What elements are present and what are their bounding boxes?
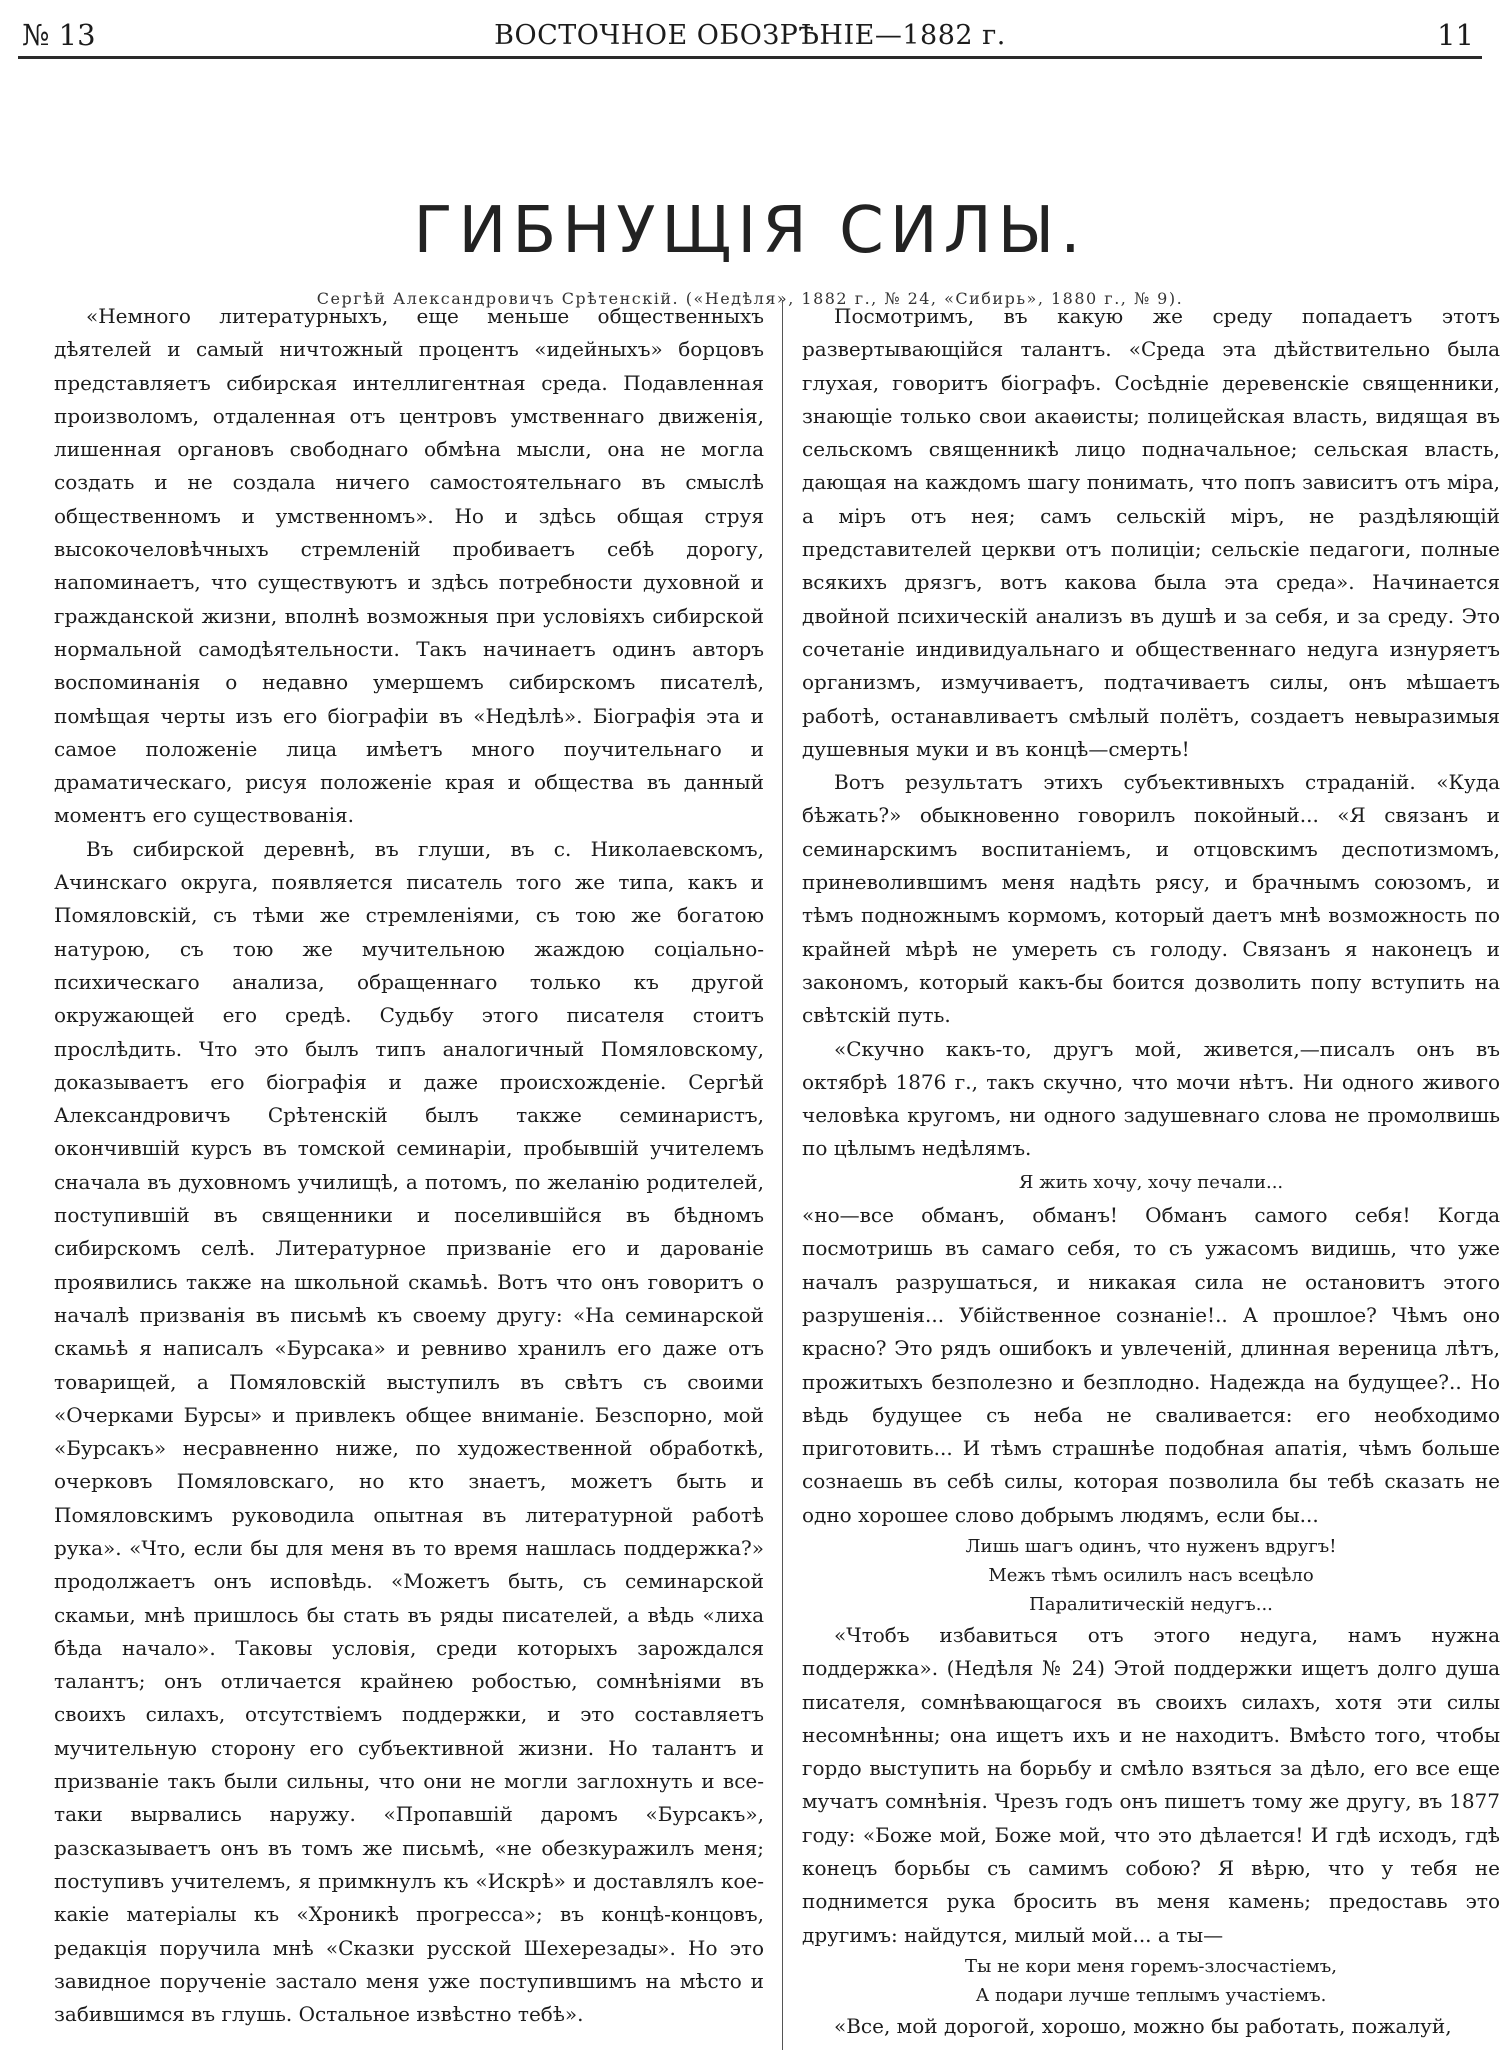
verse-line: Ты не кори меня горемъ-злосчастіемъ, <box>965 1955 1337 1977</box>
article-body <box>18 300 1500 2050</box>
article-source: Сергѣй Александровичъ Срѣтенскій. («Недѣля», 1882 г., № 24, «Сибирь», 1880 г., № 9). <box>316 289 1184 308</box>
right-paragraph-3: «Скучно какъ-то, другъ мой, живется,—писалъ онъ въ октябрѣ 1876 г., такъ скучно, что мочи нѣтъ. Ни одного живого человѣка кругомъ, ни одного задушевнаго слова не промолвишь по цѣлымъ недѣлямъ. <box>802 1036 1500 1161</box>
left-column <box>54 300 764 2050</box>
issue-number: № 13 <box>22 18 96 52</box>
verse-line: Лишь шагъ одинъ, что нуженъ вдругъ! <box>965 1535 1337 1557</box>
right-column <box>802 300 1500 2050</box>
right-paragraph-6: «Все, мой дорогой, хорошо, можно бы работать, пожалуй, <box>834 2013 1452 2038</box>
right-paragraph-1: Посмотримъ, въ какую же среду попадаетъ этотъ развертывающійся талантъ. «Среда эта дѣйствительно была глухая, говоритъ біографъ. Сосѣдніе деревенскіе священники, знающіе только свои акаѳисты; полицейская власть, видящая въ сельскомъ священникѣ лицо подначальное; сельская власть, дающая на каждомъ шагу понимать, что попъ зависитъ отъ міра, а міръ отъ нея; самъ сельскій міръ, не раздѣляющій представителей церкви отъ полиціи; сельскіе педагоги, полные всякихъ дрязгъ, вотъ какова была эта среда». Начинается двойной психическій анализъ въ душѣ и за себя, и за среду. Это сочетаніе индивидуальнаго и общественнаго недуга изнуряетъ организмъ, измучиваетъ, подтачиваетъ силы, онъ мѣшаетъ работѣ, останавливаетъ смѣлый полётъ, создаетъ невыразимыя душевныя муки и въ концѣ—смерть! <box>802 304 1500 761</box>
right-paragraph-2: Вотъ результатъ этихъ субъективныхъ страданій. «Куда бѣжать?» обыкновенно говорилъ покойный... «Я связанъ и семинарскимъ воспитаніемъ, и отцовскимъ деспотизмомъ, приневолившимъ меня надѣть рясу, и брачнымъ союзомъ, и тѣмъ подножнымъ кормомъ, который даетъ мнѣ возможность по крайней мѣрѣ не умереть съ голоду. Связанъ я наконецъ и закономъ, который какъ-бы боится дозволить попу вступить на свѣтскій путь. <box>802 770 1500 1028</box>
running-header <box>18 14 1482 59</box>
verse-block-1 <box>802 1532 1500 1619</box>
right-paragraph-4: «но—все обманъ, обманъ! Обманъ самого себя! Когда посмотришь въ самаго себя, то съ ужасомъ видишь, что уже началъ разрушаться, и никакая сила не остановитъ этого разрушенія... Убійственное сознаніе!.. А прошлое? Чѣмъ оно красно? Это рядъ ошибокъ и увлеченій, длинная вереница лѣтъ, прожитыхъ безполезно и безплодно. Надежда на будущее?.. Но вѣдь будущее съ неба не сваливается: его необходимо приготовить... И тѣмъ страшнѣе подобная апатія, чѣмъ больше сознаешь въ себѣ силы, которая позволила бы тебѣ сказать не одно хорошее слово добрымъ людямъ, если бы... <box>802 1203 1500 1527</box>
right-paragraph-5: «Чтобъ избавиться отъ этого недуга, намъ нужна поддержка». (Недѣля № 24) Этой поддержки ищетъ долго душа писателя, сомнѣвающагося въ своихъ силахъ, хотя эти силы несомнѣнны; она ищетъ ихъ и не находитъ. Вмѣсто того, чтобы гордо выступить на борьбу и смѣло взяться за дѣло, его все еще мучатъ сомнѣнія. Чрезъ годъ онъ пишетъ тому же другу, въ 1877 году: «Боже мой, Боже мой, что это дѣлается! И гдѣ исходъ, гдѣ конецъ борьбы съ самимъ собою? Я вѣрю, что у тебя не поднимется рука бросить въ меня камень; предоставь это другимъ: найдутся, милый мой... а ты— <box>802 1622 1500 1947</box>
verse-line: Межъ тѣмъ осилилъ насъ всецѣло <box>988 1564 1314 1586</box>
quote-line: Я жить хочу, хочу печали... <box>1018 1171 1284 1193</box>
article-title: ГИБНУЩІЯ СИЛЫ. <box>413 194 1087 268</box>
verse-line: Паралитическій недугъ... <box>1029 1593 1273 1615</box>
verse-line: А подари лучше теплымъ участіемъ. <box>975 1984 1327 2006</box>
left-paragraph-2: Въ сибирской деревнѣ, въ глуши, въ с. Николаевскомъ, Ачинскаго округа, появляется писатель того же типа, какъ и Помяловскій, съ тѣми же стремленіями, съ тою же богатою натурою, съ тою же мучительною жаждою соціально-психическаго анализа, обращеннаго только къ другой окружающей его средѣ. Судьбу этого писателя стоитъ прослѣдить. Что это былъ типъ аналогичный Помяловскому, доказываетъ его біографія и даже происхожденіе. Сергѣй Александровичъ Срѣтенскій былъ также семинаристъ, окончившій курсъ въ томской семинаріи, пробывшій учителемъ сначала въ духовномъ училищѣ, а потомъ, по желанію родителей, поступившій въ священники и поселившійся въ бѣдномъ сибирскомъ селѣ. Литературное призваніе его и дарованіе проявились также на школьной скамьѣ. Вотъ что онъ говоритъ о началѣ призванія въ письмѣ къ своему другу: «На семинарской скамьѣ я написалъ «Бурсака» и ревниво хранилъ его даже отъ товарищей, а Помяловскій выступилъ въ свѣтъ съ своими «Очерками Бурсы» и привлекъ общее вниманіе. Безспорно, мой «Бурсакъ» несравненно ниже, по художественной обработкѣ, очерковъ Помяловскаго, но кто знаетъ, можетъ быть и Помяловскимъ руководила опытная въ литературной работѣ рука». «Что, если бы для меня въ то время нашлась поддержка?» продолжаетъ онъ исповѣдь. «Можетъ быть, съ семинарской скамьи, мнѣ пришлось бы стать въ ряды писателей, а вѣдь «лиха бѣда начало». Таковы условія, среди которыхъ зарождался талантъ; онъ отличается крайнею робостью, сомнѣніями въ своихъ силахъ, отсутствіемъ поддержки, и это составляетъ мучительную сторону его субъективной жизни. Но талантъ и призваніе такъ были сильны, что они не могли заглохнуть и все-таки вырвались наружу. «Пропавшій даромъ «Бурсакъ», разсказываетъ онъ въ томъ же письмѣ, «не обезкуражилъ меня; поступивъ учителемъ, я примкнулъ къ «Искрѣ» и доставлялъ кое-какіе матеріалы къ «Хроникѣ прогресса»; въ концѣ-концовъ, редакція поручила мнѣ «Сказки русской Шехерезады». Но это завидное порученіе застало меня уже поступившимъ на мѣсто и забившимся въ глушь. Остальное извѣстно тебѣ». <box>54 836 764 2027</box>
newspaper-title: ВОСТОЧНОЕ ОБОЗРѢНІЕ—1882 г. <box>494 20 1006 51</box>
left-paragraph-1: «Немного литературныхъ, еще меньше общественныхъ дѣятелей и самый ничтожный процентъ «идейныхъ» борцовъ представляетъ сибирская интеллигентная среда. Подавленная произволомъ, отдаленная отъ центровъ умственнаго движенія, лишенная органовъ свободнаго обмѣна мысли, она не могла создать и не создала ничего самостоятельнаго въ смыслѣ общественномъ и умственномъ». Но и здѣсь общая струя высокочеловѣчныхъ стремленій пробиваетъ себѣ дорогу, напоминаетъ, что существуютъ и здѣсь потребности духовной и гражданской жизни, вполнѣ возможныя при условіяхъ сибирской нормальной самодѣятельности. Такъ начинаетъ одинъ авторъ воспоминанія о недавно умершемъ сибирскомъ писателѣ, помѣщая черты изъ его біографіи въ «Недѣлѣ». Біографія эта и самое положеніе лица имѣетъ много поучительнаго и драматическаго, рисуя положеніе края и общества въ данный моментъ его существованія. <box>54 304 764 828</box>
column-divider <box>782 300 783 2050</box>
page-number: 11 <box>1437 18 1474 52</box>
verse-block-2 <box>802 1952 1500 2010</box>
